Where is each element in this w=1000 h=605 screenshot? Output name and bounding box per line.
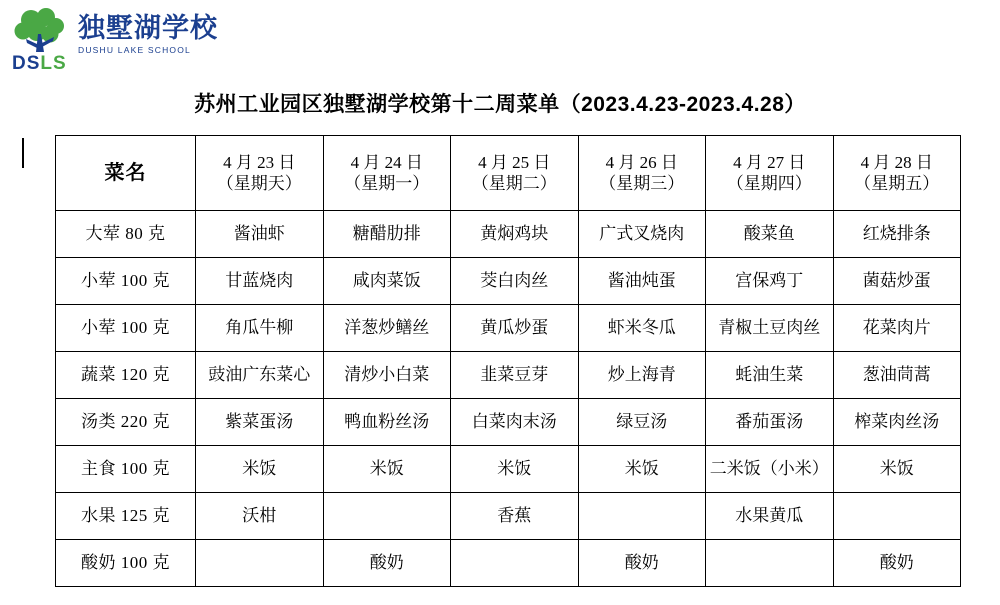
cell-7-4	[706, 540, 834, 587]
cell-6-1	[323, 493, 451, 540]
table-row	[56, 446, 961, 493]
cell-1-3: 酱油炖蛋	[578, 258, 706, 305]
cell-7-5: 酸奶	[833, 540, 961, 587]
column-weekday-0: （星期天）	[216, 174, 302, 193]
row-label-0: 大荤 80 克	[56, 211, 196, 258]
column-date-3: 4 月 26 日	[605, 152, 678, 172]
column-weekday-1: （星期一）	[344, 174, 430, 193]
logo-abbr-ds: DS	[12, 53, 41, 74]
cell-6-4: 水果黄瓜	[706, 493, 834, 540]
table-row	[56, 352, 961, 399]
cell-3-4: 蚝油生菜	[706, 352, 834, 399]
cell-5-1: 米饭	[323, 446, 451, 493]
table-column-header-2	[451, 136, 579, 211]
cell-6-3	[578, 493, 706, 540]
logo-name-cn: 独墅湖学校	[78, 13, 218, 43]
logo-name-en: DUSHU LAKE SCHOOL	[78, 45, 191, 56]
cell-7-0	[196, 540, 324, 587]
cell-1-2: 茭白肉丝	[451, 258, 579, 305]
table-body	[56, 211, 961, 587]
cell-3-3: 炒上海青	[578, 352, 706, 399]
cell-6-2: 香蕉	[451, 493, 579, 540]
cell-5-2: 米饭	[451, 446, 579, 493]
cell-5-4: 二米饭（小米）	[706, 446, 834, 493]
table-row	[56, 305, 961, 352]
cell-3-5: 葱油茼蒿	[833, 352, 961, 399]
cell-7-2	[451, 540, 579, 587]
row-label-2: 小荤 100 克	[56, 305, 196, 352]
cell-3-2: 韭菜豆芽	[451, 352, 579, 399]
table-column-header-3	[578, 136, 706, 211]
column-weekday-5: （星期五）	[854, 174, 940, 193]
cell-5-5: 米饭	[833, 446, 961, 493]
cell-4-5: 榨菜肉丝汤	[833, 399, 961, 446]
row-label-5: 主食 100 克	[56, 446, 196, 493]
tree-logo-icon	[10, 6, 74, 80]
cell-5-3: 米饭	[578, 446, 706, 493]
cell-6-0: 沃柑	[196, 493, 324, 540]
cell-4-0: 紫菜蛋汤	[196, 399, 324, 446]
row-label-3: 蔬菜 120 克	[56, 352, 196, 399]
table-column-header-1	[323, 136, 451, 211]
column-date-0: 4 月 23 日	[223, 152, 296, 172]
column-date-1: 4 月 24 日	[350, 152, 423, 172]
cell-1-1: 咸肉菜饭	[323, 258, 451, 305]
table-row	[56, 493, 961, 540]
cell-5-0: 米饭	[196, 446, 324, 493]
table-row	[56, 258, 961, 305]
cell-2-3: 虾米冬瓜	[578, 305, 706, 352]
column-weekday-3: （星期三）	[599, 174, 685, 193]
table-row	[56, 540, 961, 587]
cell-1-5: 菌菇炒蛋	[833, 258, 961, 305]
table-column-header-5	[833, 136, 961, 211]
weekly-menu-table	[55, 135, 961, 587]
cell-4-2: 白菜肉末汤	[451, 399, 579, 446]
column-weekday-4: （星期四）	[726, 174, 812, 193]
row-label-7: 酸奶 100 克	[56, 540, 196, 587]
table-column-header-0	[196, 136, 324, 211]
cell-7-3: 酸奶	[578, 540, 706, 587]
table-row	[56, 399, 961, 446]
column-weekday-2: （星期二）	[471, 174, 557, 193]
cell-2-4: 青椒土豆肉丝	[706, 305, 834, 352]
text-cursor-mark	[22, 138, 24, 168]
logo-abbreviation	[12, 53, 67, 75]
column-date-2: 4 月 25 日	[478, 152, 551, 172]
cell-0-0: 酱油虾	[196, 211, 324, 258]
cell-0-4: 酸菜鱼	[706, 211, 834, 258]
column-date-4: 4 月 27 日	[733, 152, 806, 172]
school-logo	[10, 6, 220, 84]
cell-2-5: 花菜肉片	[833, 305, 961, 352]
cell-0-3: 广式叉烧肉	[578, 211, 706, 258]
table-corner-header: 菜名	[56, 136, 196, 211]
cell-4-1: 鸭血粉丝汤	[323, 399, 451, 446]
table-header	[56, 136, 961, 211]
cell-4-4: 番茄蛋汤	[706, 399, 834, 446]
table-header-row	[56, 136, 961, 211]
row-label-1: 小荤 100 克	[56, 258, 196, 305]
column-date-5: 4 月 28 日	[860, 152, 933, 172]
cell-2-0: 角瓜牛柳	[196, 305, 324, 352]
cell-0-2: 黄焖鸡块	[451, 211, 579, 258]
cell-2-2: 黄瓜炒蛋	[451, 305, 579, 352]
cell-0-5: 红烧排条	[833, 211, 961, 258]
cell-2-1: 洋葱炒鳝丝	[323, 305, 451, 352]
cell-1-0: 甘蓝烧肉	[196, 258, 324, 305]
table-column-header-4	[706, 136, 834, 211]
cell-3-0: 豉油广东菜心	[196, 352, 324, 399]
logo-text-block	[78, 6, 218, 55]
cell-0-1: 糖醋肋排	[323, 211, 451, 258]
row-label-6: 水果 125 克	[56, 493, 196, 540]
cell-7-1: 酸奶	[323, 540, 451, 587]
cell-3-1: 清炒小白菜	[323, 352, 451, 399]
cell-6-5	[833, 493, 961, 540]
logo-abbr-ls: LS	[40, 53, 67, 74]
table-row	[56, 211, 961, 258]
row-label-4: 汤类 220 克	[56, 399, 196, 446]
page-title: 苏州工业园区独墅湖学校第十二周菜单（2023.4.23-2023.4.28）	[194, 93, 806, 116]
cell-1-4: 宫保鸡丁	[706, 258, 834, 305]
cell-4-3: 绿豆汤	[578, 399, 706, 446]
